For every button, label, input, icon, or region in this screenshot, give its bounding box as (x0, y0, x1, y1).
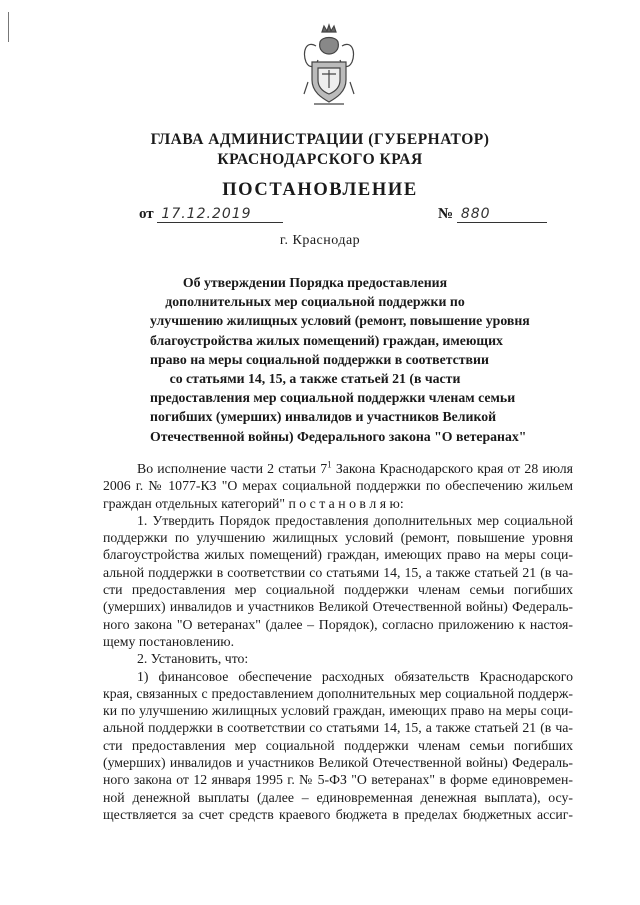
subject-line: со статьями 14, 15, а также статьей 21 (в части (169, 371, 461, 387)
subject-line: право на меры социальной поддержки в соответствии (150, 351, 489, 367)
subject-line: погибших (умерших) инвалидов и участников Великой (150, 409, 497, 425)
number-field (438, 206, 547, 223)
item1-line: поддержки по улучшению жилищных условий (ремонт, повышение уровня (103, 530, 573, 546)
authority-title-line1: ГЛАВА АДМИНИСТРАЦИИ (ГУБЕРНАТОР) (150, 131, 490, 148)
number-value: 880 (457, 206, 547, 223)
item2-line: 2. Установить, что: (137, 651, 249, 667)
subject-line: улучшению жилищных условий (ремонт, повышение уровня (150, 313, 530, 329)
date-field (139, 206, 283, 223)
subject-line: Об утверждении Порядка предоставления (182, 275, 448, 290)
subject-line: предоставления мер социальной поддержки членам семьи (150, 390, 516, 406)
item1-line: (умерших) инвалидов и участников Великой Отечественной войны) Федераль- (103, 599, 573, 615)
preamble-line: граждан отдельных категорий" п о с т а н о в л я ю: (103, 495, 404, 511)
document-body (103, 460, 573, 823)
item1-line: 1. Утвердить Порядок предоставления дополнительных мер социальной (137, 512, 573, 528)
preamble-line: 2006 г. № 1077-КЗ "О мерах социальной поддержки по обеспечению жильем (103, 478, 573, 494)
scan-edge-mark (8, 12, 9, 42)
authority-title-line2: КРАСНОДАРСКОГО КРАЯ (217, 151, 423, 168)
date-prefix: от (139, 206, 154, 222)
preamble-line: Во исполнение части 2 статьи $7^1$ Закона Краснодарского края от 28 июля (137, 459, 573, 476)
sub1-line: 1) финансовое обеспечение расходных обязательств Краснодарского (137, 668, 573, 684)
item1-line: сти предоставления мер социальной поддержки членам семьи погибших (103, 582, 573, 598)
sub1-line: (умерших) инвалидов и участников Великой Отечественной войны) Федераль- (103, 755, 573, 771)
sub1-line: ного закона от 12 января 1995 г. № 5-ФЗ "О ветеранах" в форме единовремен- (103, 772, 573, 788)
sub1-line: ки по улучшению жилищных условий граждан, имеющих право на меры соци- (103, 703, 573, 719)
sub1-line: ществляется за счет средств краевого бюджета в пределах бюджетных ассиг- (103, 806, 573, 822)
number-prefix: № (438, 206, 454, 222)
item1-line: щему постановлению. (103, 633, 235, 649)
sub1-line: края, связанных с предоставлением дополнительных мер социальной поддерж- (103, 685, 573, 701)
item1-line: ного закона "О ветеранах" (далее – Порядок), согласно приложению к настоя- (103, 616, 573, 632)
sub1-line: ной денежной выплаты (далее – единовременная денежная выплата), осу- (103, 789, 573, 805)
subject-line: благоустройства жилых помещений) граждан, имеющих (150, 332, 503, 348)
item1-line: альной поддержки в соответствии со статьями 14, 15, а также статьей 21 (в ча- (103, 564, 573, 580)
date-value: 17.12.2019 (157, 206, 283, 223)
city-name: г. Краснодар (279, 233, 361, 248)
subject-line: Отечественной войны) Федерального закона "О ветеранах" (150, 428, 527, 444)
coat-of-arms-emblem (300, 22, 358, 112)
document-subject (150, 273, 530, 446)
document-type: ПОСТАНОВЛЕНИЕ (222, 180, 418, 200)
sub1-line: альной поддержки в соответствии со статьями 14, 15, а также статьей 21 (в ча- (103, 720, 573, 736)
subject-line: дополнительных мер социальной поддержки по (165, 294, 465, 310)
item1-line: благоустройства жилых помещений) граждан, имеющих право на меры соци- (103, 547, 573, 563)
sub1-line: сти предоставления мер социальной поддержки членам семьи погибших (103, 737, 573, 753)
